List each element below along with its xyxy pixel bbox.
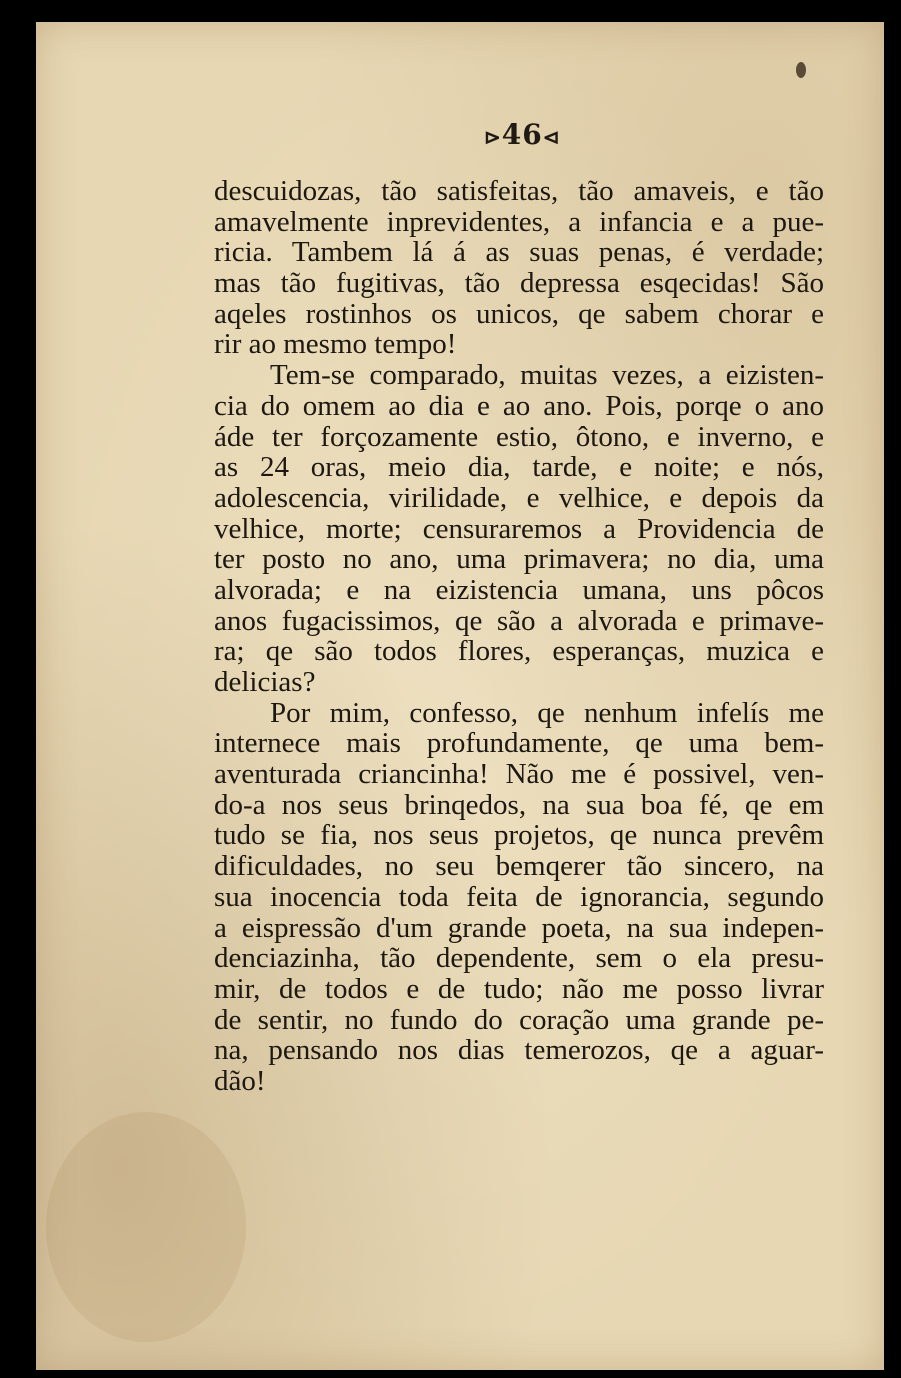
text-line: alvorada; e na eizistencia umana, uns pôcos: [214, 573, 824, 606]
ornament-right: ⊲: [542, 125, 561, 149]
text-line: sua inocencia toda feita de ignorancia, segundo: [214, 880, 824, 913]
text-line: ricia. Tambem lá á as suas penas, é verdade;: [214, 236, 824, 269]
paragraph: [214, 360, 824, 698]
text-line: dão!: [214, 1064, 266, 1097]
text-line: mir, de todos e de tudo; não me posso livrar: [214, 972, 824, 1005]
text-line: ter posto no ano, uma primavera; no dia, uma: [214, 543, 824, 576]
text-line: descuidozas, tão satisfeitas, tão amaveis, e tão: [214, 175, 824, 207]
paragraph: [214, 698, 824, 1097]
page-number-value: 46: [501, 118, 543, 151]
text-line: as 24 oras, meio dia, tarde, e noite; e nós,: [214, 451, 824, 484]
text-line: a eispressão d'um grande poeta, na sua indepen-: [214, 911, 824, 944]
text-line: aqeles rostinhos os unicos, qe sabem chorar e: [214, 297, 824, 330]
text-line: Por mim, confesso, qe nenhum infelís me: [270, 696, 824, 729]
text-line: tudo se fia, nos seus projetos, qe nunca prevêm: [214, 819, 824, 852]
body-text: [214, 176, 824, 1097]
text-line: delicias?: [214, 666, 316, 698]
text-line: velhice, morte; censuraremos a Providencia de: [214, 512, 824, 545]
text-line: mas tão fugitivas, tão depressa esqecidas! São: [214, 267, 824, 300]
text-line: denciazinha, tão dependente, sem o ela presu-: [214, 942, 824, 975]
text-line: ra; qe são todos flores, esperanças, muzica e: [214, 635, 824, 668]
text-line: aventurada criancinha! Não me é possivel, ven-: [214, 758, 824, 791]
page-number: [484, 118, 561, 151]
text-line: adolescencia, virilidade, e velhice, e depois da: [214, 481, 824, 514]
text-line: do-a nos seus brinqedos, na sua boa fé, qe em: [214, 788, 824, 821]
paragraph: [214, 176, 824, 360]
paper-stain: [46, 1112, 246, 1342]
text-line: na, pensando nos dias temerozos, qe a aguar-: [214, 1034, 824, 1067]
text-line: cia do omem ao dia e ao ano. Pois, porqe o ano: [214, 389, 824, 422]
text-line: amavelmente inprevidentes, a infancia e a pue-: [214, 205, 824, 238]
text-line: rir ao mesmo tempo!: [214, 328, 457, 361]
text-line: áde ter forçozamente estio, ôtono, e inverno, e: [214, 420, 824, 453]
ornament-left: ⊳: [484, 125, 502, 149]
text-line: dificuldades, no seu bemqerer tão sincero, na: [214, 850, 824, 883]
paper-stain: [796, 62, 806, 78]
text-line: internece mais profundamente, qe uma bem-: [214, 727, 824, 760]
text-line: anos fugacissimos, qe são a alvorada e primave-: [214, 604, 824, 637]
text-line: Tem-se comparado, muitas vezes, a eizisten-: [270, 359, 824, 392]
book-page: [36, 22, 884, 1370]
text-line: de sentir, no fundo do coração uma grande pe-: [214, 1003, 824, 1036]
